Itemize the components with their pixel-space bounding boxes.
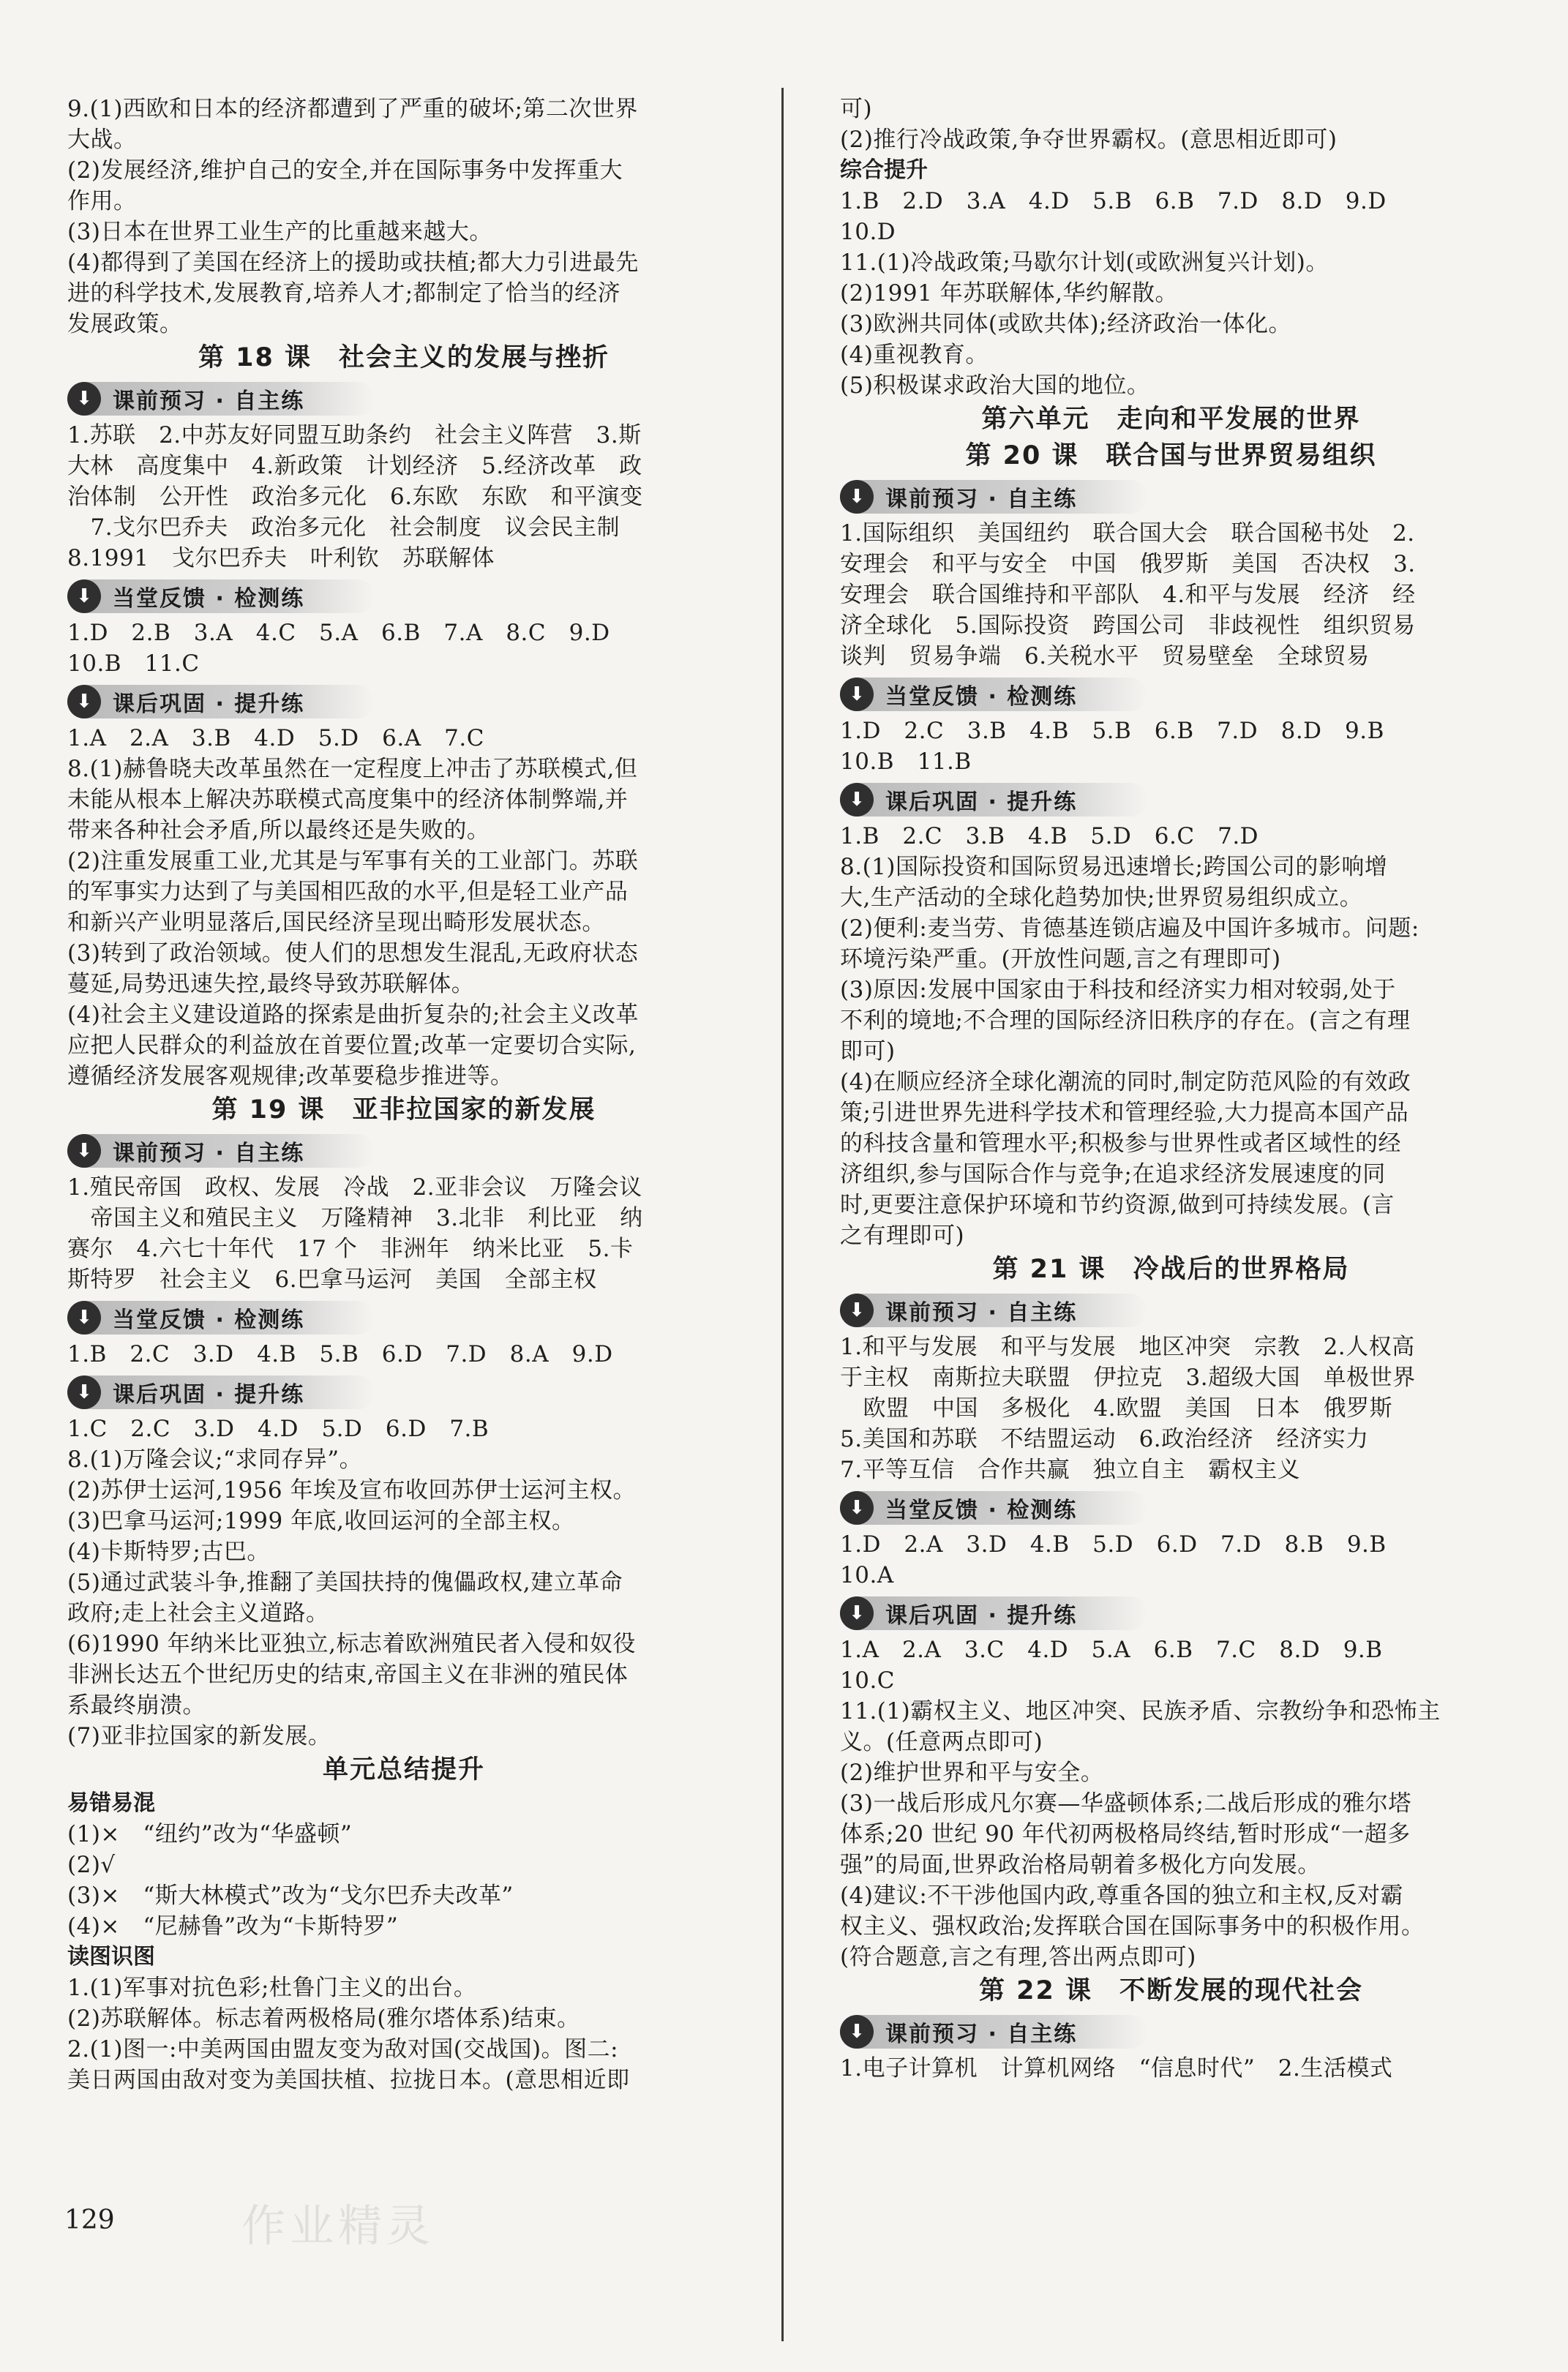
answer-line: 治体制 公开性 政治多元化 6.东欧 东欧 和平演变: [67, 484, 643, 510]
lesson-heading: 第六单元 走向和平发展的世界: [981, 405, 1361, 434]
lesson-heading: 第 18 课 社会主义的发展与挫折: [198, 343, 610, 372]
answer-line: 应把人民群众的利益放在首要位置;改革一定要切合实际,: [67, 1032, 637, 1059]
answer-line: 大战。: [67, 127, 137, 153]
answer-line: 未能从根本上解决苏联模式高度集中的经济体制弊端,并: [67, 787, 629, 813]
answer-line: (2)苏联解体。标志着两极格局(雅尔塔体系)结束。: [67, 2005, 580, 2032]
answer-line: 8.(1)国际投资和国际贸易迅速增长;跨国公司的影响增: [840, 854, 1388, 880]
section-banner: [67, 382, 375, 416]
answer-line: 1.B 2.D 3.A 4.D 5.B 6.B 7.D 8.D 9.D: [840, 188, 1387, 214]
answer-line: 11.(1)冷战政策;马歇尔计划(或欧洲复兴计划)。: [840, 249, 1329, 276]
answer-line: 8.(1)赫鲁晓夫改革虽然在一定程度上冲击了苏联模式,但: [67, 756, 638, 782]
section-banner-label: 当堂反馈 · 检测练: [113, 1307, 305, 1333]
answer-line: 的军事实力达到了与美国相匹敌的水平,但是轻工业产品: [67, 879, 629, 905]
section-banner: [67, 579, 375, 613]
answer-line: (3)× “斯大林模式”改为“戈尔巴乔夫改革”: [67, 1883, 514, 1909]
section-banner-label: 当堂反馈 · 检测练: [885, 684, 1078, 710]
answer-line: (2)1991 年苏联解体,华约解散。: [840, 280, 1179, 307]
column-divider: [781, 88, 784, 2341]
answer-line: (4)卡斯特罗;古巴。: [67, 1539, 270, 1565]
left-column: [67, 94, 740, 2095]
answer-line: (2)便利:麦当劳、肯德基连锁店遍及中国许多城市。问题:: [840, 915, 1419, 942]
answer-line: 斯特罗 社会主义 6.巴拿马运河 美国 全部主权: [67, 1266, 597, 1293]
answer-line: 10.B 11.B: [840, 748, 972, 775]
answer-line: (4)× “尼赫鲁”改为“卡斯特罗”: [67, 1913, 399, 1940]
answer-line: (2)苏伊士运河,1956 年埃及宣布收回苏伊士运河主权。: [67, 1477, 637, 1504]
section-banner: [67, 1301, 375, 1335]
section-banner-label: 课后巩固 · 提升练: [885, 1603, 1078, 1629]
answer-line: (2)维护世界和平与安全。: [840, 1760, 1104, 1786]
answer-line: 环境污染严重。(开放性问题,言之有理即可): [840, 946, 1281, 972]
answer-line: 体系;20 世纪 90 年代初两极格局终结,暂时形成“一超多: [840, 1821, 1411, 1847]
answer-line: 系最终崩溃。: [67, 1692, 206, 1719]
answer-line: (7)亚非拉国家的新发展。: [67, 1723, 331, 1749]
down-arrow-icon: ⬇: [840, 783, 874, 817]
answer-line: 7.平等互信 合作共赢 独立自主 霸权主义: [840, 1457, 1301, 1483]
answer-line: 强”的局面,世界政治格局朝着多极化方向发展。: [840, 1852, 1321, 1878]
answer-line: 1.D 2.A 3.D 4.B 5.D 6.D 7.D 8.B 9.B: [840, 1531, 1387, 1558]
down-arrow-icon: ⬇: [840, 480, 874, 514]
answer-line: 1.苏联 2.中苏友好同盟互助条约 社会主义阵营 3.斯: [67, 422, 642, 448]
answer-line: 安理会 和平与安全 中国 俄罗斯 美国 否决权 3.: [840, 551, 1416, 577]
answer-line: (5)积极谋求政治大国的地位。: [840, 372, 1150, 399]
answer-line: 济全球化 5.国际投资 跨国公司 非歧视性 组织贸易: [840, 612, 1416, 639]
answer-line: (4)都得到了美国在经济上的援助或扶植;都大力引进最先: [67, 249, 639, 276]
answer-line: (4)社会主义建设道路的探索是曲折复杂的;社会主义改革: [67, 1002, 639, 1028]
down-arrow-icon: ⬇: [840, 1294, 874, 1327]
down-arrow-icon: ⬇: [840, 1491, 874, 1525]
answer-line: (2)√: [67, 1852, 116, 1878]
answer-line: 政府;走上社会主义道路。: [67, 1600, 329, 1626]
answer-line: (3)日本在世界工业生产的比重越来越大。: [67, 219, 492, 245]
answer-line: 时,更要注意保护环境和节约资源,做到可持续发展。(言: [840, 1192, 1395, 1218]
right-column: [840, 94, 1502, 2084]
answer-line: 8.1991 戈尔巴乔夫 叶利钦 苏联解体: [67, 545, 495, 571]
answer-line: 不利的境地;不合理的国际经济旧秩序的存在。(言之有理: [840, 1007, 1411, 1034]
answer-line: 策;引进世界先进科学技术和管理经验,大力提高本国产品: [840, 1100, 1409, 1126]
down-arrow-icon: ⬇: [67, 382, 101, 416]
answer-line: 10.D: [840, 219, 896, 245]
down-arrow-icon: ⬇: [67, 685, 101, 718]
answer-line: 济组织,参与国际合作与竞争;在追求经济发展速度的同: [840, 1161, 1386, 1187]
answer-line: 10.B 11.C: [67, 650, 200, 677]
answer-line: 8.(1)万隆会议;“求同存异”。: [67, 1446, 363, 1473]
page-number: 129: [64, 2205, 115, 2235]
answer-line: 遵循经济发展客观规律;改革要稳步推进等。: [67, 1063, 514, 1089]
down-arrow-icon: ⬇: [840, 2015, 874, 2049]
answer-line: 于主权 南斯拉夫联盟 伊拉克 3.超级大国 单极世界: [840, 1365, 1416, 1391]
section-banner: [840, 1294, 1147, 1327]
answer-line: 之有理即可): [840, 1223, 965, 1249]
answer-line: (2)注重发展重工业,尤其是与军事有关的工业部门。苏联: [67, 848, 639, 874]
answer-line: 欧盟 中国 多极化 4.欧盟 美国 日本 俄罗斯: [840, 1395, 1393, 1422]
section-banner-label: 课前预习 · 自主练: [113, 1141, 305, 1166]
answer-line: 7.戈尔巴乔夫 政治多元化 社会制度 议会民主制: [67, 514, 620, 541]
answer-line: 带来各种社会矛盾,所以最终还是失败的。: [67, 817, 490, 844]
section-banner: [840, 1491, 1147, 1525]
answer-line: 1.殖民帝国 政权、发展 冷战 2.亚非会议 万隆会议: [67, 1174, 642, 1201]
answer-line: (6)1990 年纳米比亚独立,标志着欧洲殖民者入侵和奴役: [67, 1631, 637, 1657]
subsection-title: 综合提升: [840, 157, 928, 183]
answer-line: 义。(任意两点即可): [840, 1729, 1043, 1755]
answer-line: 帝国主义和殖民主义 万隆精神 3.北非 利比亚 纳: [67, 1205, 643, 1231]
section-banner: [840, 1596, 1147, 1630]
section-banner: [840, 783, 1147, 817]
watermark: 作业精灵: [241, 2201, 435, 2252]
answer-line: (3)原因:发展中国家由于科技和经济实力相对较弱,处于: [840, 977, 1396, 1003]
answer-line: 11.(1)霸权主义、地区冲突、民族矛盾、宗教纷争和恐怖主: [840, 1698, 1441, 1724]
answer-line: 10.A: [840, 1562, 894, 1588]
section-banner: [840, 2015, 1147, 2049]
down-arrow-icon: ⬇: [840, 1596, 874, 1630]
answer-line: 发展政策。: [67, 311, 183, 337]
answer-line: 非洲长达五个世纪历史的结束,帝国主义在非洲的殖民体: [67, 1662, 629, 1688]
section-banner-label: 课前预习 · 自主练: [113, 389, 305, 414]
answer-line: 大,生产活动的全球化趋势加快;世界贸易组织成立。: [840, 885, 1363, 911]
section-banner: [67, 1375, 375, 1409]
answer-line: 赛尔 4.六七十年代 17 个 非洲年 纳米比亚 5.卡: [67, 1236, 634, 1262]
subsection-title: 读图识图: [67, 1944, 155, 1970]
answer-line: 美日两国由敌对变为美国扶植、拉拢日本。(意思相近即: [67, 2067, 630, 2093]
lesson-heading: 第 19 课 亚非拉国家的新发展: [211, 1095, 596, 1125]
answer-line: 1.(1)军事对抗色彩;杜鲁门主义的出台。: [67, 1975, 477, 2001]
down-arrow-icon: ⬇: [67, 1301, 101, 1335]
answer-line: 10.C: [840, 1667, 896, 1694]
answer-line: 1.和平与发展 和平与发展 地区冲突 宗教 2.人权高: [840, 1334, 1415, 1360]
answer-line: 1.国际组织 美国纽约 联合国大会 联合国秘书处 2.: [840, 520, 1415, 547]
section-banner: [840, 480, 1147, 514]
lesson-heading: 第 22 课 不断发展的现代社会: [978, 1976, 1364, 2005]
answer-line: 1.A 2.A 3.C 4.D 5.A 6.B 7.C 8.D 9.B: [840, 1637, 1383, 1663]
answer-line: 权主义、强权政治;发挥联合国在国际事务中的积极作用。: [840, 1913, 1425, 1940]
section-banner-label: 当堂反馈 · 检测练: [113, 586, 305, 612]
section-banner-label: 课后巩固 · 提升练: [885, 789, 1078, 815]
answer-line: 谈判 贸易争端 6.关税水平 贸易壁垒 全球贸易: [840, 643, 1370, 669]
answer-line: (符合题意,言之有理,答出两点即可): [840, 1944, 1196, 1970]
answer-line: 2.(1)图一:中美两国由盟友变为敌对国(交战国)。图二:: [67, 2036, 619, 2063]
answer-line: (4)在顺应经济全球化潮流的同时,制定防范风险的有效政: [840, 1069, 1411, 1095]
answer-line: 作用。: [67, 188, 137, 214]
answer-line: (2)推行冷战政策,争夺世界霸权。(意思相近即可): [840, 127, 1338, 153]
answer-line: 1.D 2.B 3.A 4.C 5.A 6.B 7.A 8.C 9.D: [67, 620, 610, 646]
down-arrow-icon: ⬇: [67, 579, 101, 613]
down-arrow-icon: ⬇: [67, 1134, 101, 1168]
section-banner-label: 课前预习 · 自主练: [885, 487, 1078, 512]
answer-line: 1.A 2.A 3.B 4.D 5.D 6.A 7.C: [67, 725, 484, 751]
answer-line: 1.B 2.C 3.D 4.B 5.B 6.D 7.D 8.A 9.D: [67, 1341, 613, 1367]
answer-line: 和新兴产业明显落后,国民经济呈现出畸形发展状态。: [67, 909, 605, 936]
section-banner-label: 课后巩固 · 提升练: [113, 1382, 305, 1408]
section-banner: [67, 1134, 375, 1168]
section-banner-label: 课后巩固 · 提升练: [113, 691, 305, 717]
answer-line: 大林 高度集中 4.新政策 计划经济 5.经济改革 政: [67, 453, 642, 479]
section-banner-label: 课前预习 · 自主练: [885, 1300, 1078, 1326]
answer-line: 1.B 2.C 3.B 4.B 5.D 6.C 7.D: [840, 823, 1259, 849]
answer-line: 1.电子计算机 计算机网络 “信息时代” 2.生活模式: [840, 2055, 1393, 2082]
section-banner-label: 当堂反馈 · 检测练: [885, 1498, 1078, 1523]
answer-line: 9.(1)西欧和日本的经济都遭到了严重的破坏;第二次世界: [67, 96, 638, 122]
answer-line: 可): [840, 96, 873, 122]
answer-line: 的科技含量和管理水平;积极参与世界性或者区域性的经: [840, 1130, 1401, 1157]
section-banner: [840, 678, 1147, 711]
answer-line: (3)巴拿马运河;1999 年底,收回运河的全部主权。: [67, 1508, 575, 1534]
answer-line: (2)发展经济,维护自己的安全,并在国际事务中发挥重大: [67, 157, 623, 184]
answer-line: 即可): [840, 1038, 896, 1065]
lesson-heading: 第 20 课 联合国与世界贸易组织: [965, 441, 1377, 470]
down-arrow-icon: ⬇: [67, 1375, 101, 1409]
section-banner-label: 课前预习 · 自主练: [885, 2022, 1078, 2047]
answer-line: 进的科学技术,发展教育,培养人才;都制定了恰当的经济: [67, 280, 621, 307]
answer-line: (4)重视教育。: [840, 342, 989, 368]
section-banner: [67, 685, 375, 718]
answer-line: (4)建议:不干涉他国内政,尊重各国的独立和主权,反对霸: [840, 1883, 1404, 1909]
answer-line: (1)× “纽约”改为“华盛顿”: [67, 1821, 353, 1847]
lesson-heading: 第 21 课 冷战后的世界格局: [992, 1255, 1350, 1284]
answer-line: (3)转到了政治领域。使人们的思想发生混乱,无政府状态: [67, 940, 639, 967]
answer-line: 5.美国和苏联 不结盟运动 6.政治经济 经济实力: [840, 1426, 1369, 1452]
answer-line: 1.D 2.C 3.B 4.B 5.B 6.B 7.D 8.D 9.B: [840, 718, 1384, 744]
down-arrow-icon: ⬇: [840, 678, 874, 711]
subsection-title: 易错易混: [67, 1790, 155, 1816]
answer-line: 蔓延,局势迅速失控,最终导致苏联解体。: [67, 971, 475, 997]
answer-line: 安理会 联合国维持和平部队 4.和平与发展 经济 经: [840, 582, 1416, 608]
answer-line: 1.C 2.C 3.D 4.D 5.D 6.D 7.B: [67, 1416, 489, 1442]
answer-line: (5)通过武装斗争,推翻了美国扶持的傀儡政权,建立革命: [67, 1569, 623, 1596]
answer-line: (3)一战后形成凡尔赛—华盛顿体系;二战后形成的雅尔塔: [840, 1790, 1411, 1817]
answer-line: (3)欧洲共同体(或欧共体);经济政治一体化。: [840, 311, 1292, 337]
lesson-heading: 单元总结提升: [322, 1755, 485, 1784]
